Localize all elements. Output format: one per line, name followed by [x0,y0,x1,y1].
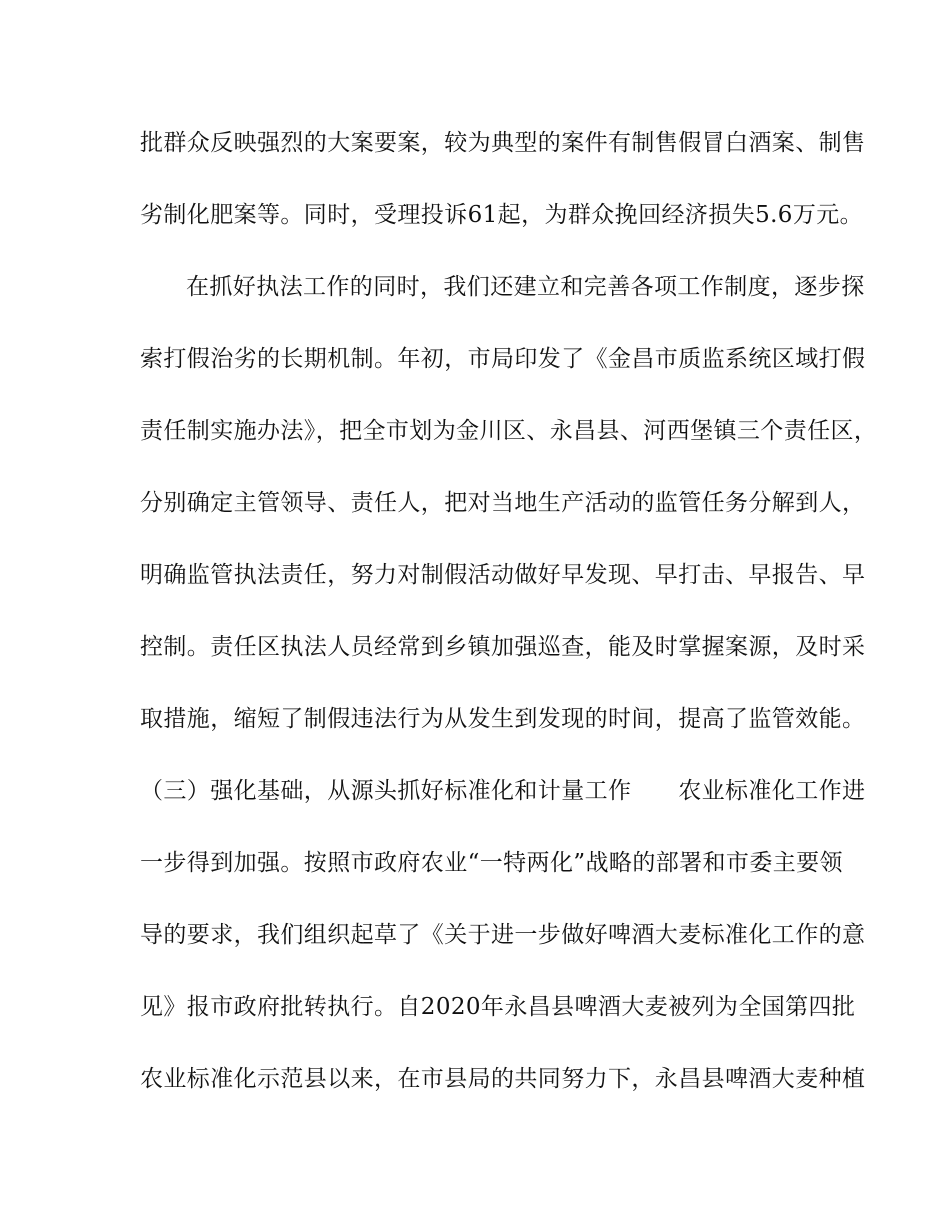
text-line: 一步得到加强。按照市政府农业“一特两化”战略的部署和市委主要领 [140,850,843,876]
paragraph-start-line: 在抓好执法工作的同时，我们还建立和完善各项工作制度，逐步探 [186,274,865,300]
text-line: 劣制化肥案等。同时，受理投诉61起，为群众挽回经济损失5.6万元。 [140,202,864,228]
text-line: 批群众反映强烈的大案要案，较为典型的案件有制售假冒白酒案、制售 [140,130,866,156]
text-line: 索打假治劣的长期机制。年初，市局印发了《金昌市质监系统区域打假 [140,346,866,372]
text-line: 责任制实施办法》，把全市划为金川区、永昌县、河西堡镇三个责任区， [140,418,878,444]
text-line: 见》报市政府批转执行。自2020年永昌县啤酒大麦被列为全国第四批 [140,994,856,1020]
text-line: 导的要求，我们组织起草了《关于进一步做好啤酒大麦标准化工作的意 [140,922,866,948]
text-line: 明确监管执法责任，努力对制假活动做好早发现、早打击、早报告、早 [140,562,866,588]
text-line: 农业标准化示范县以来，在市县局的共同努力下，永昌县啤酒大麦种植 [140,1066,866,1092]
text-line: 取措施，缩短了制假违法行为从发生到发现的时间，提高了监管效能。 [140,706,866,732]
text-line: 分别确定主管领导、责任人，把对当地生产活动的监管任务分解到人， [140,490,866,516]
section-heading-line: （三）强化基础，从源头抓好标准化和计量工作 农业标准化工作进 [140,778,866,804]
text-line: 控制。责任区执法人员经常到乡镇加强巡查，能及时掌握案源，及时采 [140,634,866,660]
